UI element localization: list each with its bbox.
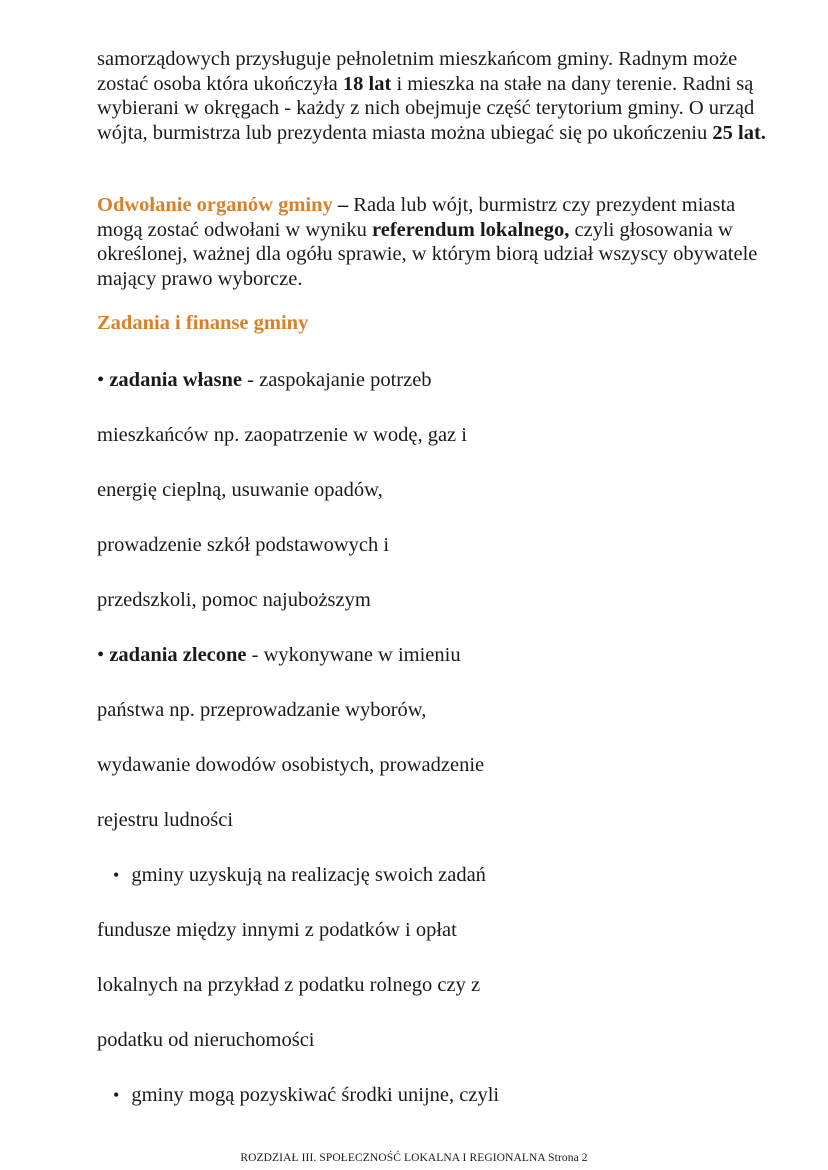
text-line: rejestru ludności <box>97 809 234 831</box>
bullet-item-eu-funds <box>113 1083 499 1107</box>
text-run: samorządowych przysługuje pełnoletnim mieszkańcom gminy. Radnym może zostać osoba która ukończyła <box>97 48 738 95</box>
text-line: energię cieplną, usuwanie opadów, <box>97 479 383 501</box>
list-item-own-tasks <box>97 368 432 392</box>
page-footer: ROZDZIAŁ III. SPOŁECZNOŚĆ LOKALNA I REGIONALNA Strona 2 <box>240 1152 588 1164</box>
text-line: podatku od nieruchomości <box>97 1029 315 1051</box>
text-run: Rada lub wójt, burmistrz czy prezydent miasta mogą zostać odwołani w wyniku <box>97 194 736 241</box>
dash: – <box>337 194 349 216</box>
bold-age-18: 18 lat <box>342 72 392 95</box>
bold-age-25: 25 lat. <box>712 121 766 144</box>
term-recall: Odwołanie organów gminy <box>97 194 338 216</box>
bullet-item-funding <box>113 863 486 887</box>
text-run: - wykonywane w imieniu <box>246 644 461 666</box>
paragraph-recall <box>97 193 777 291</box>
text-run: gminy mogą pozyskiwać środki unijne, czyli <box>131 1084 500 1106</box>
bullet: • <box>113 1085 120 1105</box>
bullet: • <box>97 644 105 666</box>
text-run: - zaspokajanie potrzeb <box>242 369 432 391</box>
paragraph-elections <box>97 47 777 145</box>
text-line: prowadzenie szkół podstawowych i <box>97 534 390 556</box>
text-run: czyli głosowania w określonej, ważnej dla ogółu sprawie, w którym biorą udział wszyscy obywatele mający prawo wyborcze. <box>97 218 758 290</box>
text-line: lokalnych na przykład z podatku rolnego czy z <box>97 974 481 996</box>
text-line: fundusze między innymi z podatków i opłat <box>97 919 457 941</box>
bullet: • <box>113 865 120 885</box>
text-line: mieszkańców np. zaopatrzenie w wodę, gaz i <box>97 424 467 446</box>
text-line: wydawanie dowodów osobistych, prowadzenie <box>97 754 485 776</box>
section-heading: Zadania i finanse gminy <box>97 312 309 334</box>
text-run: i mieszka na stałe na dany terenie. Radni są wybierani w okręgach - każdy z nich obejmuje część terytorium gminy. O urząd wójta, burmistrza lub prezydenta miasta można ubiegać się po ukończeniu <box>97 72 755 144</box>
text-run: gminy uzyskują na realizację swoich zadań <box>131 864 486 886</box>
term-delegated-tasks: zadania zlecone <box>109 644 247 666</box>
text-line: przedszkoli, pomoc najuboższym <box>97 589 371 611</box>
bold-referendum: referendum lokalnego, <box>372 218 570 241</box>
text-line: państwa np. przeprowadzanie wyborów, <box>97 699 427 721</box>
term-own-tasks: zadania własne <box>109 369 243 391</box>
list-item-delegated-tasks <box>97 643 461 667</box>
bullet: • <box>97 369 105 391</box>
